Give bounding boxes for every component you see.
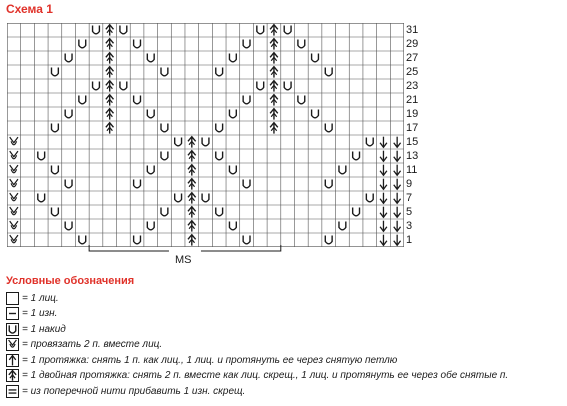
row-number: 11 [406,164,418,176]
k2tog-icon [10,221,18,229]
purl-icon [6,307,19,320]
legend-item-skp [6,353,397,367]
double-decrease-icon [188,165,196,176]
legend-item-knit [6,291,59,305]
yarn-over-icon [216,124,223,132]
k2tog-down-icon [380,137,387,148]
row-number: 13 [406,150,419,162]
row-number: 3 [406,220,413,232]
yarn-over-icon [298,96,305,104]
yarn-over-icon [243,96,250,104]
legend-item-double-decrease [6,369,508,383]
yarn-over-icon [325,68,332,76]
double-decrease-icon [106,95,114,106]
ms-label: MS [174,254,192,266]
double-decrease-icon [106,25,114,36]
yarn-over-icon [339,166,346,174]
k2tog-down-icon [380,179,387,190]
yarn-over-icon [79,236,86,244]
double-decrease-icon [106,53,114,64]
legend-item-text: = 1 накид [22,323,66,335]
double-decrease-icon [270,39,278,50]
yarn-over-icon [161,124,168,132]
yarn-over-icon [175,194,182,202]
yarn-over-icon [147,110,154,118]
double-decrease-icon [106,39,114,50]
yarn-over-icon [353,152,360,160]
k2tog-down-icon [380,235,387,246]
k2tog-down-icon [394,207,401,218]
yarn-over-icon [353,208,360,216]
double-decrease-icon [6,369,19,382]
double-decrease-icon [270,53,278,64]
yarn-over-icon [161,68,168,76]
yarn-over-icon [243,180,250,188]
yarn-over-icon [298,40,305,48]
k2tog-icon [10,235,18,243]
legend-item-text: = 1 лиц. [22,292,59,304]
k2tog-icon [10,179,18,187]
yarn-over-icon [243,40,250,48]
yarn-over-icon [93,26,100,34]
chart-title: Схема 1 [6,2,53,16]
yarn-over-icon [366,194,373,202]
yarn-over-icon [120,82,127,90]
legend-item-purl [6,307,57,321]
yarn-over-icon [51,124,58,132]
row-number: 15 [406,136,419,148]
double-decrease-icon [270,95,278,106]
yarn-over-icon [134,180,141,188]
row-number: 31 [406,24,419,36]
yarn-over-icon [65,222,72,230]
k2tog-down-icon [394,221,401,232]
yarn-over-icon [312,54,319,62]
yarn-over-icon [229,54,236,62]
yarn-over-icon [339,222,346,230]
k2tog-down-icon [380,193,387,204]
row-number: 23 [406,80,419,92]
yarn-over-icon [161,208,168,216]
double-decrease-icon [188,179,196,190]
yarn-over-icon [202,194,209,202]
yarn-over-icon [134,236,141,244]
yarn-over-icon [216,208,223,216]
legend-item-text: = из поперечной нити прибавить 1 изн. скрещ. [22,385,246,397]
make-one-purl-icon [6,385,19,398]
yarn-over-icon [93,82,100,90]
k2tog-down-icon [380,207,387,218]
yarn-over-icon [284,82,291,90]
double-decrease-icon [270,109,278,120]
k2tog-icon [10,193,18,201]
k2tog-down-icon [394,193,401,204]
yarn-over-icon [229,166,236,174]
yarn-over-icon [229,110,236,118]
k2tog-down-icon [394,165,401,176]
legend-title: Условные обозначения [6,275,135,287]
skp-icon [6,354,19,367]
yarn-over-icon [51,166,58,174]
double-decrease-icon [188,193,196,204]
yarn-over-icon [147,222,154,230]
yarn-over-icon [325,124,332,132]
yarn-over-icon [38,194,45,202]
yarn-over-icon [216,152,223,160]
yarn-over-icon [134,40,141,48]
k2tog-down-icon [380,221,387,232]
yarn-over-icon [202,138,209,146]
row-number: 21 [406,94,419,106]
double-decrease-icon [270,81,278,92]
yarn-over-icon [65,110,72,118]
yarn-over-icon [161,152,168,160]
row-number: 1 [406,234,413,246]
yarn-over-icon [38,152,45,160]
yarn-over-icon [216,68,223,76]
yarn-over-icon [147,166,154,174]
row-number: 7 [406,192,413,204]
legend-item-text: = провязать 2 п. вместе лиц. [22,339,163,350]
k2tog-down-icon [394,151,401,162]
k2tog-down-icon [380,151,387,162]
legend-item-yarn-over [6,322,66,336]
double-decrease-icon [188,137,196,148]
legend-item-text: = 1 изн. [22,308,58,319]
knit-icon [6,292,19,305]
double-decrease-icon [106,123,114,134]
yarn-over-icon [79,40,86,48]
yarn-over-icon [243,236,250,244]
legend-item-text: = 1 двойная протяжка: снять 2 п. вместе как лиц. скрещ., 1 лиц. и протянуть ее через обе снятые п. [22,370,509,381]
yarn-over-icon [147,54,154,62]
k2tog-icon [10,151,18,159]
row-number: 19 [406,108,419,120]
yarn-over-icon [175,138,182,146]
yarn-over-icon [325,180,332,188]
double-decrease-icon [270,123,278,134]
k2tog-icon [10,137,18,145]
k2tog-icon [10,165,18,173]
double-decrease-icon [106,109,114,120]
yarn-over-icon [325,236,332,244]
k2tog-icon [10,207,18,215]
k2tog-down-icon [394,235,401,246]
yarn-over-icon [65,54,72,62]
yarn-over-icon [79,96,86,104]
yarn-over-icon [65,180,72,188]
legend-item-k2tog [6,338,162,352]
yarn-over-icon [366,138,373,146]
double-decrease-icon [188,151,196,162]
yarn-over-icon [120,26,127,34]
k2tog-down-icon [394,137,401,148]
legend-item-text: = 1 протяжка: снять 1 п. как лиц., 1 лиц. и протянуть ее через снятую петлю [22,354,398,366]
double-decrease-icon [270,67,278,78]
row-number: 5 [406,206,413,218]
yarn-over-icon [229,222,236,230]
yarn-over-icon [51,208,58,216]
yarn-over-icon [284,26,291,34]
row-number: 17 [406,122,419,134]
k2tog-down-icon [394,179,401,190]
yarn-over-icon [6,323,19,336]
double-decrease-icon [188,207,196,218]
double-decrease-icon [106,67,114,78]
double-decrease-icon [188,235,196,246]
double-decrease-icon [270,25,278,36]
row-number: 25 [406,66,419,78]
yarn-over-icon [312,110,319,118]
row-number: 27 [406,52,419,64]
row-number: 9 [406,178,413,190]
k2tog-icon [6,338,19,351]
knitting-chart-grid [7,23,404,247]
yarn-over-icon [51,68,58,76]
double-decrease-icon [106,81,114,92]
legend-item-make-one-purl [6,384,245,398]
k2tog-down-icon [380,165,387,176]
row-number: 29 [406,38,419,50]
yarn-over-icon [257,82,264,90]
double-decrease-icon [188,221,196,232]
yarn-over-icon [257,26,264,34]
yarn-over-icon [134,96,141,104]
